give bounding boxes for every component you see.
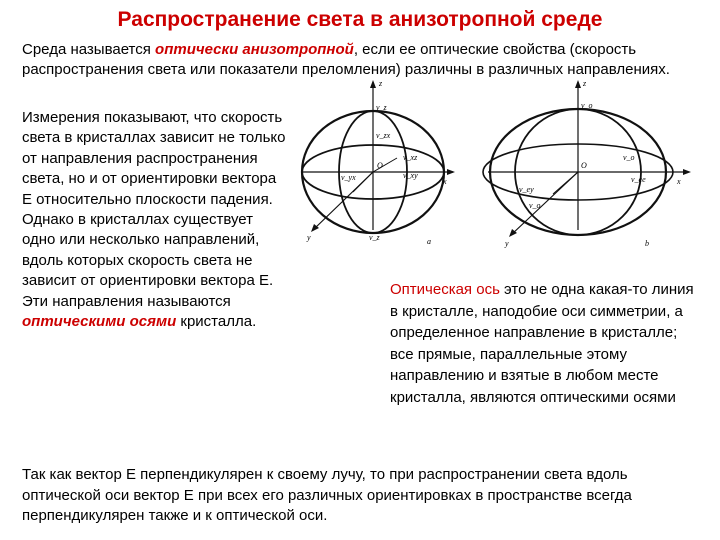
b-vee-label: v_ee	[631, 175, 646, 184]
definition-text: это не одна какая-то линия в кристалле, наподобие оси симметрии, а определенное направление в кристалле; все прямые, параллельные этому направлению и взятые в любом месте кристалла, являются оптическими осями	[390, 281, 694, 406]
a-vxz-label: v_xz	[403, 153, 418, 162]
wave-surface-figure	[293, 80, 693, 250]
measurements-term: оптическими осями	[22, 313, 177, 331]
a-vxy-label: v_xy	[403, 171, 418, 180]
b-vo-label: v_o	[581, 101, 593, 110]
a-vzx-label: v_zx	[376, 131, 391, 140]
b-tag-label: b	[645, 239, 649, 248]
b-vo3-label: v_o	[529, 201, 541, 210]
definition-term: Оптическая ось	[390, 281, 500, 298]
b-origin-label: O	[581, 161, 587, 170]
b-x-label: x	[677, 177, 681, 186]
a-vyx-label: v_yx	[341, 173, 356, 182]
page-title: Распространение света в анизотропной среде	[117, 8, 603, 31]
intro-term: оптически анизотропной	[155, 41, 354, 58]
a-vz-label: v_z	[376, 103, 387, 112]
a-tag-label: a	[427, 237, 431, 246]
a-y-label: y	[307, 233, 311, 242]
b-vey-label: v_ey	[519, 185, 534, 194]
b-z-label: z	[583, 80, 587, 88]
conclusion-paragraph: Так как вектор E перпендикулярен к своему лучу, то при распространении света вдоль оптической оси вектор E при всех его различных ориентировках в пространстве всегда перпендикулярен также и к оптической оси.	[22, 466, 632, 525]
a-origin-label: O	[377, 161, 383, 170]
measurements-before: Измерения показывают, что скорость света в кристаллах зависит не только от направления распространения света, но и от ориентировки вектора E относительно плоскости падения. Однако в кристаллах существует одно или несколько направлений, вдоль которых скорость света не зависит от ориентировки вектора E. Эти направления называются	[22, 109, 286, 310]
intro-before: Среда называется	[22, 41, 156, 58]
intro-paragraph	[22, 40, 702, 80]
intro-after: , если ее оптические свойства (скорость распространения света или показатели преломления) различны в различных направлениях.	[22, 41, 670, 78]
a-x-label: x	[443, 177, 447, 186]
definition-paragraph	[390, 279, 702, 409]
a-vz2-label: v_z	[369, 233, 380, 242]
a-z-label: z	[379, 80, 383, 88]
measurements-paragraph	[22, 108, 290, 332]
b-y-label: y	[505, 239, 509, 248]
measurements-after: кристалла.	[176, 313, 257, 331]
b-vo2-label: v_o	[623, 153, 635, 162]
